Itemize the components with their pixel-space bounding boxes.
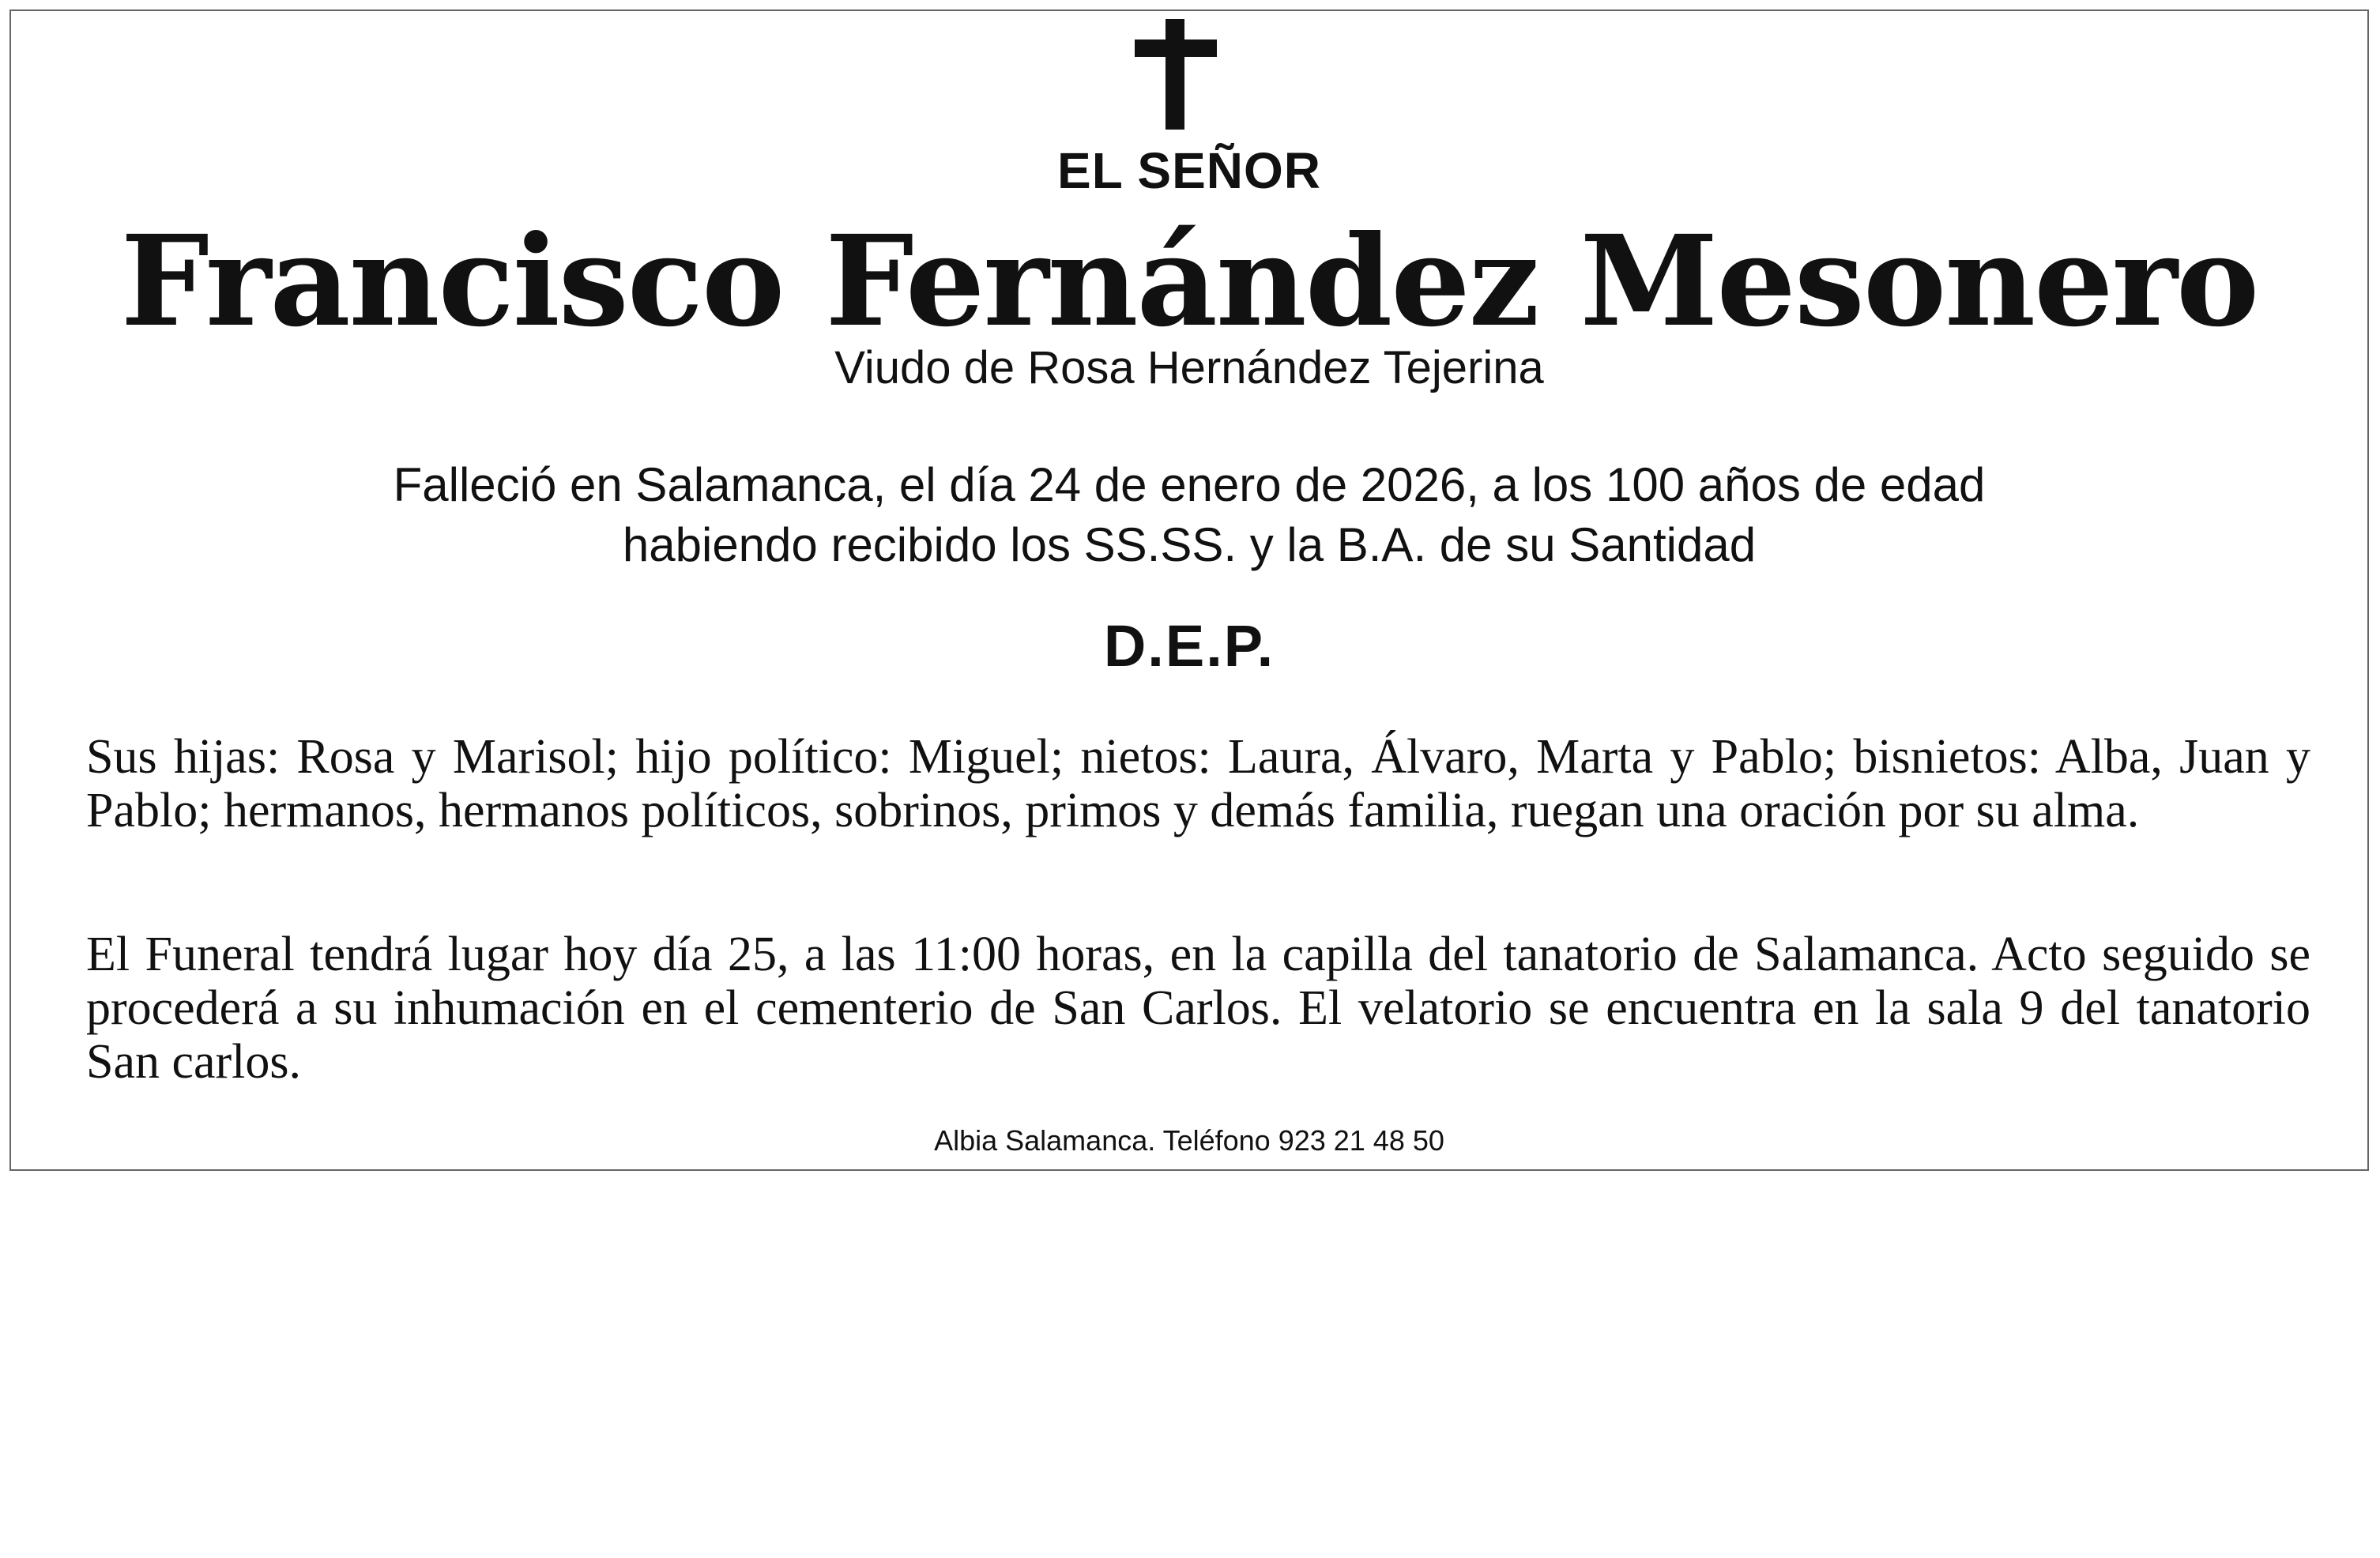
family-paragraph: Sus hijas: Rosa y Marisol; hijo político: Miguel; nietos: Laura, Álvaro, Marta y Pablo; bisnietos: Alba, Juan y Pablo; hermanos, hermanos políticos, sobrinos, primos y demás familia, ruegan una oración por su alma.	[86, 730, 2310, 837]
cross-horizontal-bar	[1135, 40, 1217, 57]
death-line-2: habiendo recibido los SS.SS. y la B.A. de su Santidad	[622, 518, 1757, 571]
death-line-1: Falleció en Salamanca, el día 24 de enero de 2026, a los 100 años de edad	[393, 458, 1986, 511]
deceased-name: Francisco Fernández Mesonero	[120, 209, 2258, 355]
obituary-notice	[9, 9, 2369, 1171]
dep-label: D.E.P.	[1103, 613, 1275, 679]
funeral-home-footer: Albia Salamanca. Teléfono 923 21 48 50	[934, 1124, 1444, 1157]
cross-icon	[1135, 19, 1217, 130]
cross-vertical-bar	[1166, 19, 1184, 130]
widow-of-line: Viudo de Rosa Hernández Tejerina	[834, 342, 1544, 393]
honorific: EL SEÑOR	[1057, 142, 1321, 199]
funeral-paragraph: El Funeral tendrá lugar hoy día 25, a las 11:00 horas, en la capilla del tanatorio de Salamanca. Acto seguido se procederá a su inhumación en el cementerio de San Carlos. El velatorio se encuentra en la sala 9 del tanatorio San carlos.	[86, 928, 2310, 1089]
